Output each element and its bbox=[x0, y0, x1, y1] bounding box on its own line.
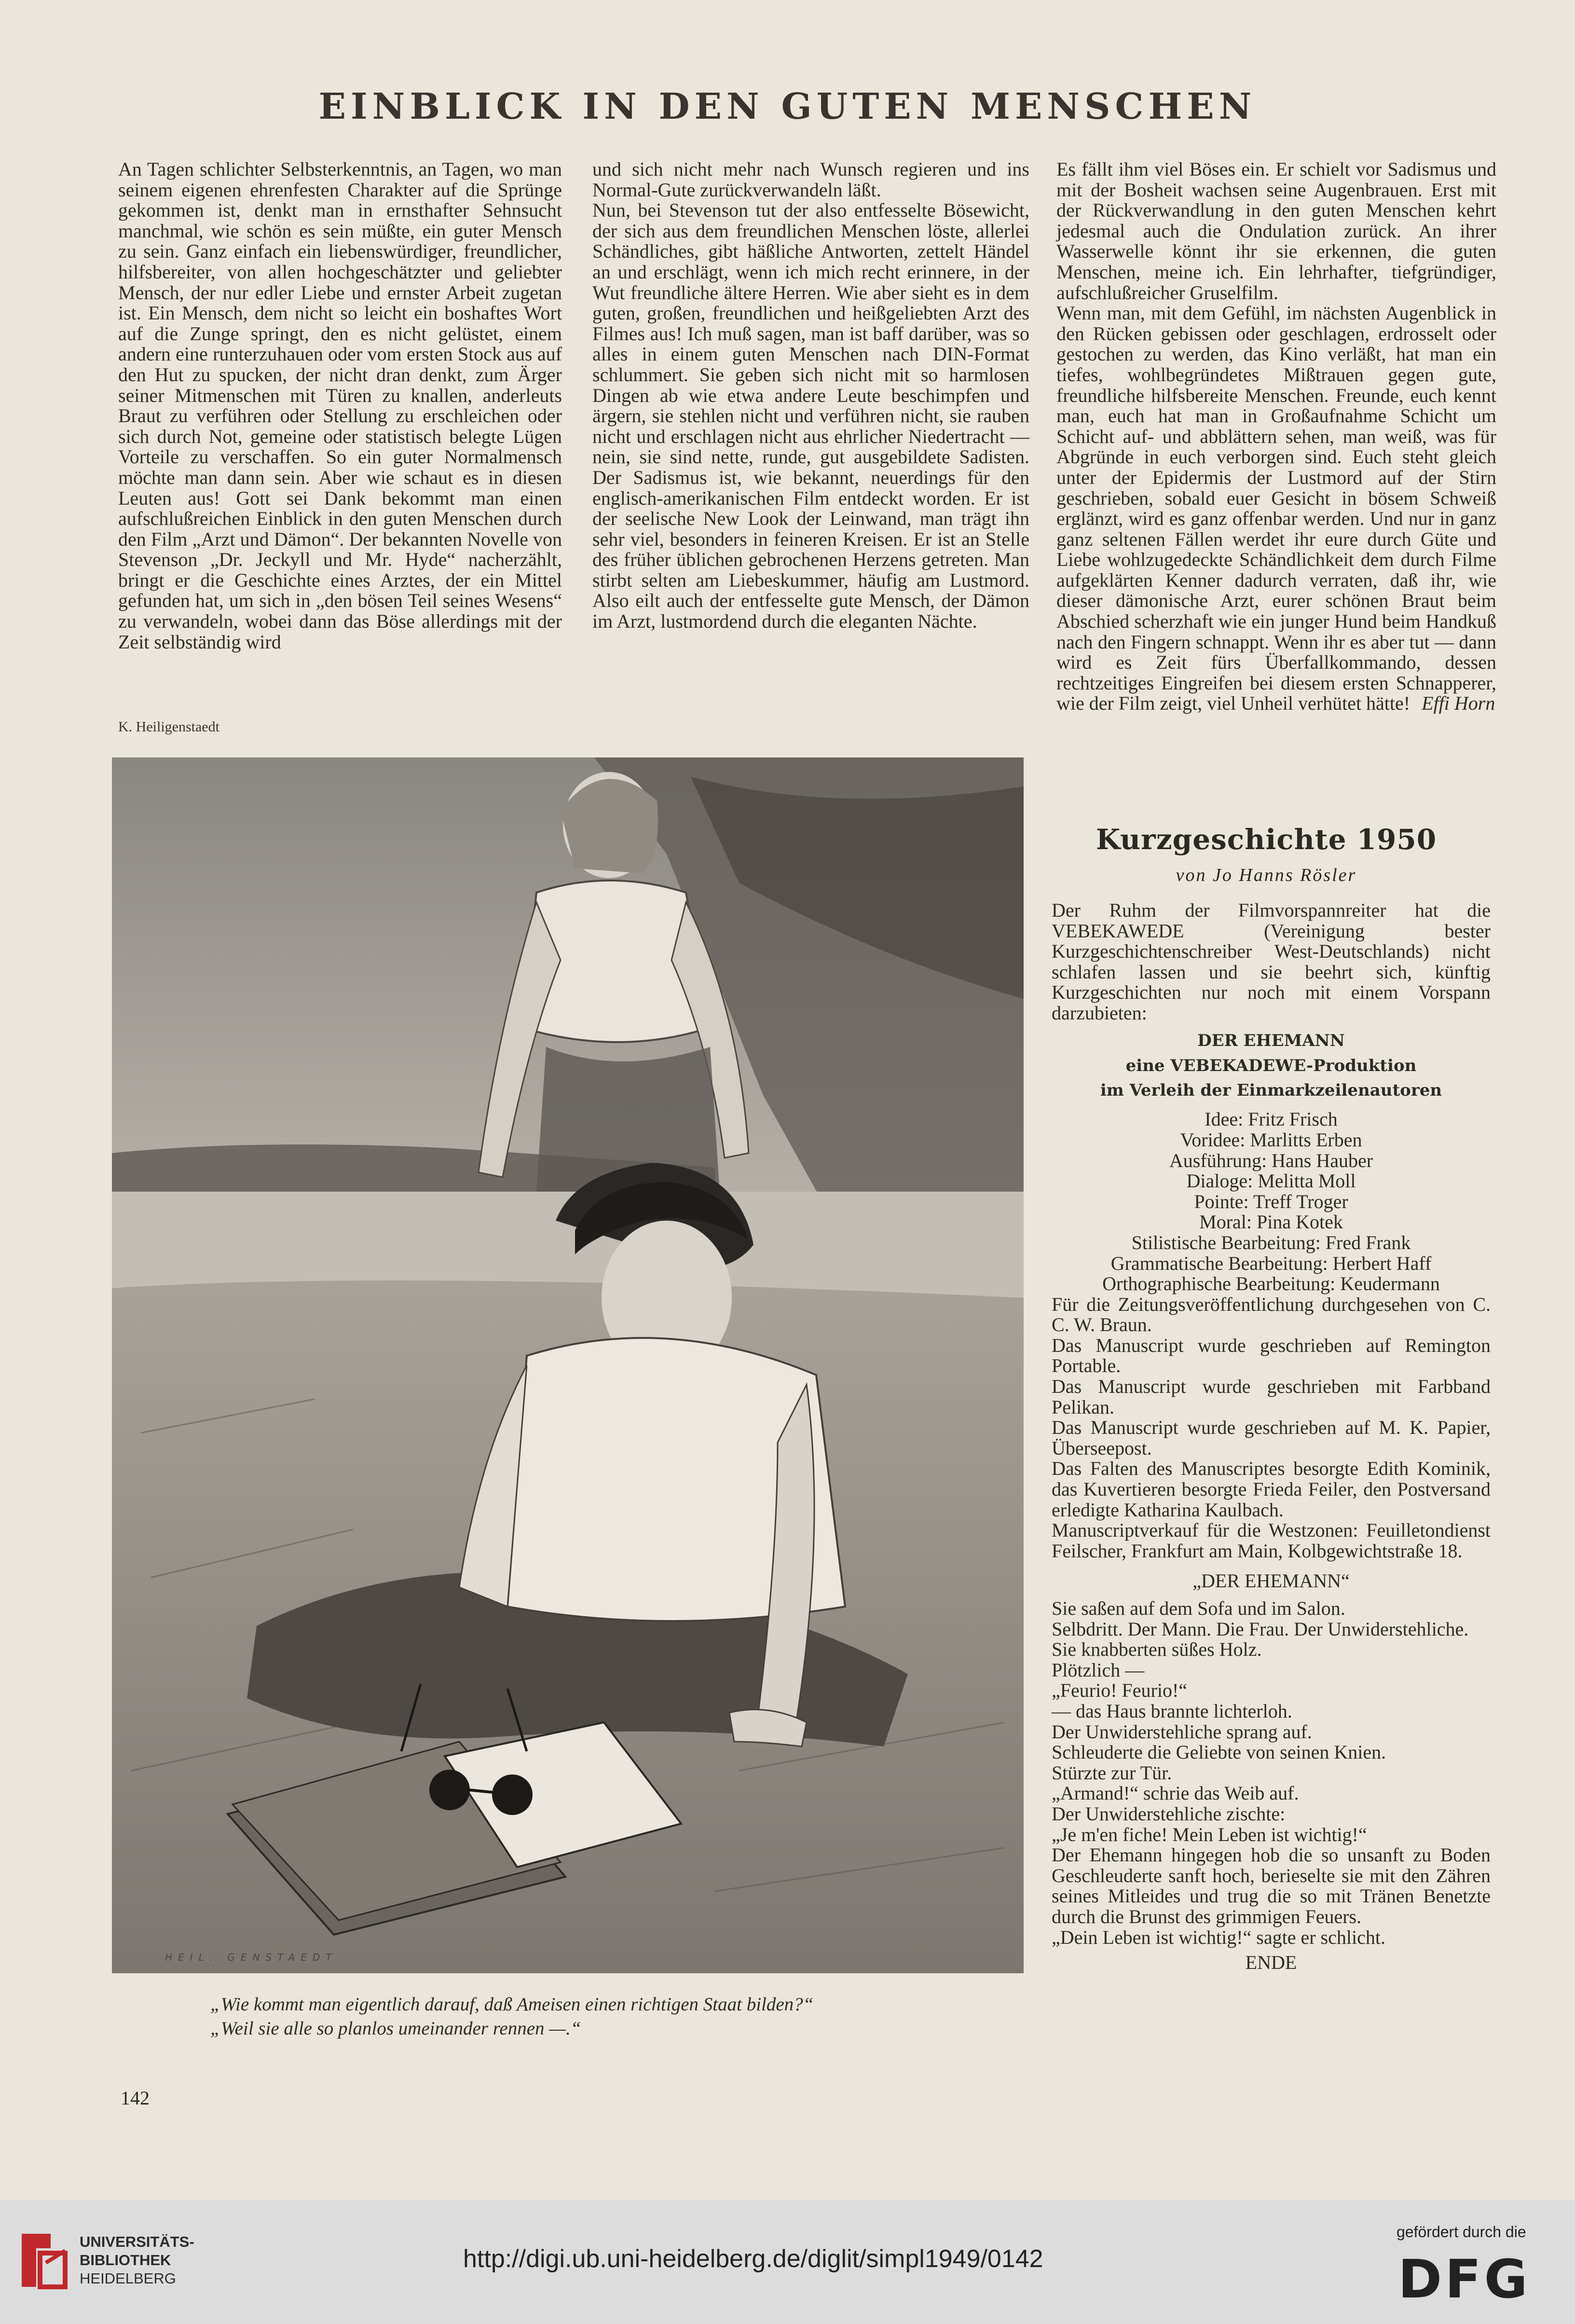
story-column bbox=[1052, 900, 1491, 1973]
university-library-logo-icon bbox=[17, 2229, 70, 2292]
story-line: „Armand!“ schrie das Weib auf. bbox=[1052, 1782, 1299, 1804]
illustration-caption bbox=[210, 1993, 813, 2041]
story-line: Selbdritt. Der Mann. Die Frau. Der Unwiderstehliche. bbox=[1052, 1618, 1469, 1640]
story-line: „Je m'en fiche! Mein Leben ist wichtig!“ bbox=[1052, 1823, 1367, 1845]
library-name bbox=[80, 2233, 194, 2288]
article-paragraph: und sich nicht mehr nach Wunsch regieren und ins Normal-Gute zurückverwandeln läßt. bbox=[592, 158, 1029, 201]
story-line: Plötzlich — bbox=[1052, 1659, 1145, 1681]
dfg-logo: DFG bbox=[1398, 2248, 1531, 2310]
story-credit: Grammatische Bearbeitung: Herbert Haff bbox=[1110, 1252, 1432, 1274]
story-line: Stürzte zur Tür. bbox=[1052, 1761, 1172, 1784]
story-credit: Orthographische Bearbeitung: Keudermann bbox=[1102, 1273, 1440, 1295]
article-column-1 bbox=[118, 159, 562, 652]
story-note: Das Manuscript wurde geschrieben auf Remington Portable. bbox=[1052, 1334, 1491, 1377]
article-paragraph bbox=[1056, 303, 1496, 714]
story-line: Der Unwiderstehliche sprang auf. bbox=[1052, 1720, 1312, 1743]
story-line: Sie knabberten süßes Holz. bbox=[1052, 1638, 1262, 1661]
story-title: Kurzgeschichte 1950 bbox=[1096, 823, 1437, 856]
article-signature: Effi Horn bbox=[1422, 692, 1495, 715]
story-note: Das Falten des Manuscriptes besorgte Edith Kominik, das Kuvertieren besorgte Frieda Feiler, den Postversand erledigte Katharina Kaulbach. bbox=[1052, 1458, 1491, 1521]
story-credit: Ausführung: Hans Hauber bbox=[1169, 1149, 1373, 1171]
story-note: Das Manuscript wurde geschrieben mit Farbband Pelikan. bbox=[1052, 1375, 1491, 1418]
illustration bbox=[112, 757, 1024, 1973]
story-note: Für die Zeitungsveröffentlichung durchgesehen von C. C. W. Braun. bbox=[1052, 1293, 1491, 1336]
page-url-link[interactable]: http://digi.ub.uni-heidelberg.de/diglit/simpl1949/0142 bbox=[463, 2245, 1043, 2273]
article-paragraph: An Tagen schlichter Selbsterkenntnis, an Tagen, wo man seinem eigenen ehrenfesten Charakter auf die Sprünge gekommen ist, denkt man in ernsthafter Sehnsucht manchmal, wie schön es sein müßte, ein guter Mensch zu sein. Ganz einfach ein liebenswürdiger, freundlicher, hilfsbereiter, von allen hochgeschätzter und geliebter Mensch, der nur edler Liebe und ernster Arbeit zugetan ist. Ein Mensch, dem nicht so leicht ein boshaftes Wort auf die Zunge springt, den es nicht gelüstet, einem andern eine runterzuhauen oder vom ersten Stock aus auf den Hut zu spucken, der nicht dran denkt, zum Ärger seiner Mitmenschen mit Türen zu knallen, anderleuts Braut zu verführen oder Stellung zu erschleichen oder sich durch Not, gemeine oder statistisch belegte Lügen Vorteile zu verschaffen. So ein guter Normalmensch möchte man dann sein. Aber wie schaut es in diesen Leuten aus! Gott sei Dank bekommt man einen aufschlußreichen Einblick in den guten Menschen durch den Film „Arzt und Dämon“. Der bekannten Novelle von Stevenson „Dr. Jeckyll und Mr. Hyde“ nacherzählt, bringt er die Geschichte eines Arztes, der ein Mittel gefunden hat, um sich in „den bösen Teil seines Wesens“ zu verwandeln, wobei dann das Böse allerdings mit der Zeit selbständig wird bbox=[118, 158, 562, 653]
library-name-line: UNIVERSITÄTS- bbox=[80, 2233, 194, 2250]
story-note: Manuscriptverkauf für die Westzonen: Feuilletondienst Feilscher, Frankfurt am Main, Kolbgewichtstraße 18. bbox=[1052, 1519, 1491, 1562]
story-line: Schleuderte die Geliebte von seinen Knien. bbox=[1052, 1741, 1386, 1763]
story-credit: Moral: Pina Kotek bbox=[1199, 1211, 1343, 1233]
story-note: Das Manuscript wurde geschrieben auf M. K. Papier, Überseepost. bbox=[1052, 1416, 1491, 1459]
story-line: Der Unwiderstehliche zischte: bbox=[1052, 1802, 1286, 1825]
story-line: — das Haus brannte lichterloh. bbox=[1052, 1700, 1292, 1722]
story-heading: DER EHEMANN bbox=[1197, 1031, 1345, 1050]
story-credit: Pointe: Treff Troger bbox=[1194, 1190, 1348, 1212]
funding-label: gefördert durch die bbox=[1397, 2223, 1526, 2241]
article-column-2 bbox=[592, 159, 1029, 632]
illustration-drawing bbox=[112, 757, 1024, 1973]
caption-line: „Weil sie alle so planlos umeinander rennen —.“ bbox=[210, 2018, 581, 2039]
story-end: ENDE bbox=[1245, 1952, 1297, 1974]
story-credit: Stilistische Bearbeitung: Fred Frank bbox=[1131, 1231, 1411, 1253]
article-paragraph: Es fällt ihm viel Böses ein. Er schielt vor Sadismus und mit der Bosheit wachsen seine Augenbrauen. Erst mit der Rückverwandlung in den guten Menschen kehrt jedesmal auch die Ondulation zurück. An ihrer Wasserwelle könnt ihr sie erkennen, die guten Menschen, meine ich. Ein lehrhafter, tiefgründiger, aufschlußreicher Gruselfilm. bbox=[1056, 158, 1496, 303]
story-line: „Dein Leben ist wichtig!“ sagte er schlicht. bbox=[1052, 1926, 1385, 1948]
article-paragraph: Nun, bei Stevenson tut der also entfesselte Bösewicht, der sich aus dem freundlichen Menschen löste, allerlei Schändliches, gibt häßliche Antworten, zettelt Händel an und erschlägt, wenn ich mich recht erinnere, in der Wut freundliche ältere Herren. Wie aber sieht es in dem guten, großen, freundlichen und heißgeliebten Arzt des Filmes aus! Ich muß sagen, man ist baff darüber, was so alles in einem guten Menschen nach DIN-Format schlummert. Sie geben sich nicht mit so harmlosen Dingen ab wie etwa andere Leute beschimpfen und ärgern, sie stehlen nicht und verführen nicht, sie rauben nicht und erschlagen nicht aus ehrlicher Niedertracht — nein, sie sind nette, runde, gut ausgebildete Sadisten. Der Sadismus ist, wie bekannt, neuerdings für den englisch-amerikanischen Film entdeckt worden. Er ist der seelische New Look der Leinwand, man trägt ihn sehr viel, besonders in feineren Kreisen. Er ist an Stelle des früher üblichen gebrochenen Herzens getreten. Man stirbt selten am Liebeskummer, häufig am Lustmord. Also eilt auch der entfesselte gute Mensch, der Dämon im Arzt, lustmordend durch die eleganten Nächte. bbox=[592, 199, 1029, 633]
story-heading: eine VEBEKADEWE-Produktion bbox=[1125, 1056, 1417, 1076]
story-credit: Dialoge: Melitta Moll bbox=[1186, 1170, 1356, 1192]
page-number: 142 bbox=[121, 2087, 150, 2109]
story-credit: Idee: Fritz Frisch bbox=[1205, 1108, 1338, 1130]
story-heading: im Verleih der Einmarkzeilenautoren bbox=[1100, 1080, 1442, 1100]
story-credit: Voridee: Marlitts Erben bbox=[1180, 1128, 1362, 1151]
caption-line: „Wie kommt man eigentlich darauf, daß Ameisen einen richtigen Staat bilden?“ bbox=[210, 1994, 814, 2015]
library-name-line: BIBLIOTHEK bbox=[80, 2252, 171, 2269]
story-inner-title: „DER EHEMANN“ bbox=[1192, 1570, 1350, 1592]
library-name-line: HEIDELBERG bbox=[80, 2270, 176, 2287]
story-line: „Feurio! Feurio!“ bbox=[1052, 1679, 1188, 1702]
story-author: von Jo Hanns Rösler bbox=[1176, 865, 1357, 885]
illustration-credit: K. Heiligenstaedt bbox=[118, 719, 219, 735]
story-line: Sie saßen auf dem Sofa und im Salon. bbox=[1052, 1597, 1345, 1619]
viewer-footer bbox=[0, 2200, 1575, 2324]
story-intro: Der Ruhm der Filmvorspannreiter hat die VEBEKAWEDE (Vereinigung bester Kurzgeschichtenschreiber West-Deutschlands) nicht schlafen lassen und sie beehrt sich, künftig Kurzgeschichten nur noch mit einem Vorspann darzubieten: bbox=[1052, 899, 1491, 1024]
article-column-3 bbox=[1056, 159, 1496, 714]
article-paragraph-text: Wenn man, mit dem Gefühl, im nächsten Augenblick in den Rücken gebissen oder geschlagen, erdrosselt oder gestochen zu werden, das Kino verläßt, hat man ein tiefes, wohlbegründetes Mißtrauen gegen gute, freundliche hilfsbereite Menschen. Freunde, euch kennt man, euch hat man in Großaufnahme Schicht um Schicht auf- und abblättern sehen, man weiß, was für Abgründe in euch verborgen sind. Euch steht gleich unter der Epidermis der Lustmord auf der Stirn geschrieben, sobald euer Gesicht in bösem Schweiß erglänzt, wird es ganz offenbar werden. Und nur in ganz ganz seltenen Fällen werdet ihr eure durch Güte und Liebe wohlzugedeckte Schändlichkeit dem durch Filme aufgeklärten Kenner dadurch verraten, daß ihr, wie dieser dämonische Arzt, eurer schönen Braut beim Abschied scherzhaft wie ein junger Hund beim Handkuß nach den Fingern schnappt. Wenn ihr es aber tut — dann wird es Zeit fürs Überfallkommando, dessen rechtzeitiges Eingreifen bei diesem ersten Schnapperer, wie der Film zeigt, viel Unheil verhütet hätte! bbox=[1056, 302, 1496, 715]
illustration-signature: HEIL. GENSTAEDT bbox=[165, 1952, 338, 1963]
page-headline: EINBLICK IN DEN GUTEN MENSCHEN bbox=[318, 86, 1257, 127]
story-line: Der Ehemann hingegen hob die so unsanft zu Boden Geschleuderte sanft hoch, berieselte sie mit den Zähren seines Mitleides und trug die so mit Tränen Benetzte durch die Brunst des grimmigen Feuers. bbox=[1052, 1844, 1491, 1927]
